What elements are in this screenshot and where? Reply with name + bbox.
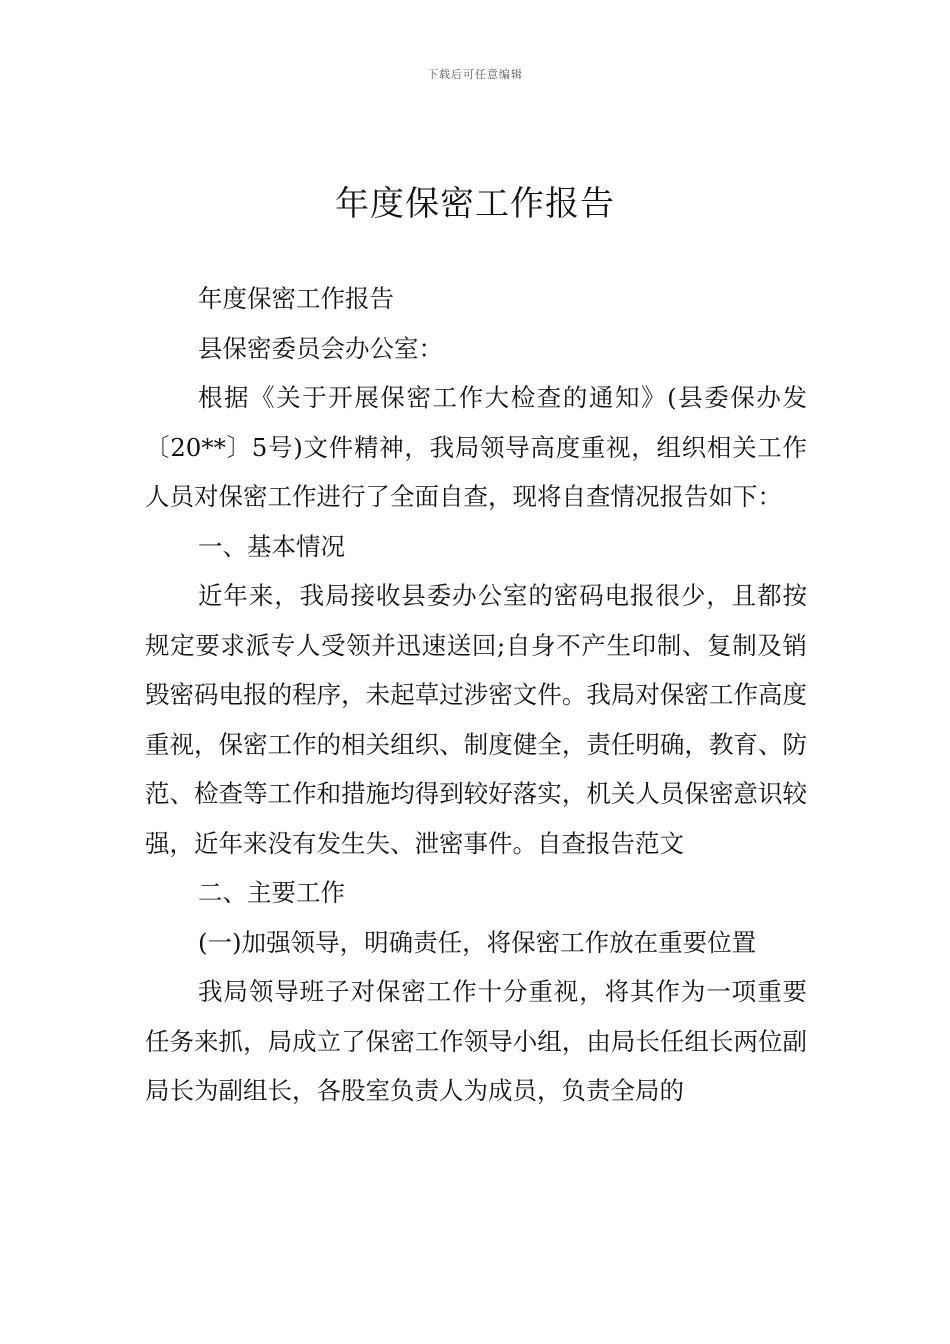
header-note: 下载后可任意编辑 [427,68,523,81]
paragraph-intro: 根据《关于开展保密工作大检查的通知》(县委保办发〔20**〕5号)文件精神，我局领导高度重视，组织相关工作人员对保密工作进行了全面自查，现将自查情况报告如下： [145,383,807,511]
document-body [145,274,807,1116]
document-title: 年度保密工作报告 [335,184,615,224]
section-heading-basic: 一、基本情况 [198,531,345,561]
paragraph-subtitle: 年度保密工作报告 [198,284,394,313]
section-heading-main-work: 二、主要工作 [198,878,345,907]
paragraph-leadership: 我局领导班子对保密工作十分重视，将其作为一项重要任务来抓，局成立了保密工作领导小组，由局长任组长两位副局长为副组长，各股室负责人为成员，负责全局的 [145,977,807,1105]
subsection-heading-leadership: (一)加强领导，明确责任，将保密工作放在重要位置 [198,927,757,957]
paragraph-basic-situation: 近年来，我局接收县委办公室的密码电报很少，且都按规定要求派专人受领并迅速送回;自身不产生印制、复制及销毁密码电报的程序，未起草过涉密文件。我局对保密工作高度重视，保密工作的相关组织、制度健全，责任明确，教育、防范、检查等工作和措施均得到较好落实，机关人员保密意识较强，近年来没有发生失、泄密事件。自查报告范文 [145,581,807,858]
paragraph-addressee: 县保密委员会办公室： [198,333,443,363]
